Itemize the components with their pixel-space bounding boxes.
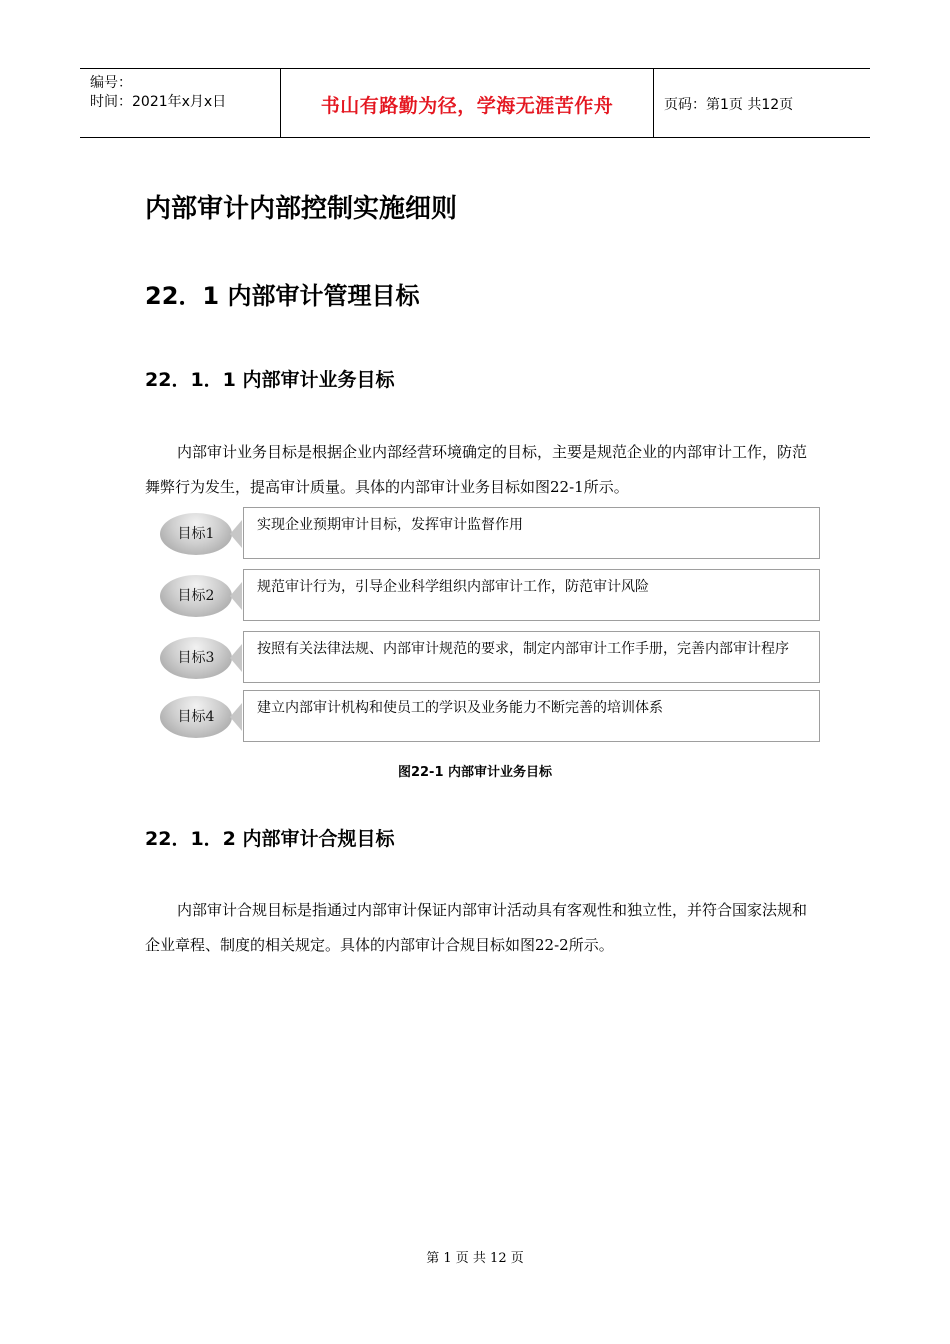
page-footer: 第 1 页 共 12 页 bbox=[426, 1251, 524, 1266]
goal-text: 规范审计行为，引导企业科学组织内部审计工作，防范审计风险 bbox=[257, 579, 649, 595]
number-label: 编号： bbox=[90, 75, 132, 91]
document-title: 内部审计内部控制实施细则 bbox=[145, 194, 458, 224]
callout-pointer bbox=[230, 703, 242, 731]
goal-box bbox=[243, 507, 820, 559]
figure-caption: 图22-1 内部审计业务目标 bbox=[397, 765, 553, 780]
goal-text: 按照有关法律法规、内部审计规范的要求，制定内部审计工作手册，完善内部审计程序 bbox=[257, 641, 789, 657]
goal-box bbox=[243, 631, 820, 683]
goal-box bbox=[243, 690, 820, 742]
paragraph-2-text: 内部审计合规目标是指通过内部审计保证内部审计活动具有客观性和独立性，并符合国家法规和企业章程、制度的相关规定。具体的内部审计合规目标如图22-2所示。 bbox=[145, 901, 808, 954]
header-page-cell bbox=[654, 69, 870, 137]
time-label: 时间：2021年x月x日 bbox=[90, 94, 227, 110]
goal-row bbox=[0, 569, 950, 621]
header-info-cell bbox=[80, 69, 281, 137]
page-info: 页码：第1页 共12页 bbox=[664, 97, 794, 113]
goal-badge: 目标1 bbox=[160, 513, 232, 555]
paragraph-1-text: 内部审计业务目标是根据企业内部经营环境确定的目标，主要是规范企业的内部审计工作，防范舞弊行为发生，提高审计质量。具体的内部审计业务目标如图22-1所示。 bbox=[145, 443, 808, 496]
header-motto-cell bbox=[281, 69, 654, 137]
motto: 书山有路勤为径，学海无涯苦作舟 bbox=[320, 95, 614, 117]
goal-text: 实现企业预期审计目标，发挥审计监督作用 bbox=[257, 517, 523, 533]
section-heading: 22．1 内部审计管理目标 bbox=[145, 282, 420, 310]
goal-badge: 目标4 bbox=[160, 696, 232, 738]
callout-pointer bbox=[230, 582, 242, 610]
subsection-heading-2: 22．1．2 内部审计合规目标 bbox=[145, 828, 395, 850]
callout-pointer bbox=[230, 520, 242, 548]
subsection-heading-1: 22．1．1 内部审计业务目标 bbox=[145, 369, 395, 391]
callout-pointer bbox=[230, 644, 242, 672]
goal-row bbox=[0, 631, 950, 683]
goal-row bbox=[0, 507, 950, 559]
goal-badge: 目标2 bbox=[160, 575, 232, 617]
paragraph-1 bbox=[145, 435, 810, 505]
paragraph-2 bbox=[145, 893, 810, 963]
goal-badge: 目标3 bbox=[160, 637, 232, 679]
header-table bbox=[80, 68, 870, 138]
goal-text: 建立内部审计机构和使员工的学识及业务能力不断完善的培训体系 bbox=[257, 700, 663, 716]
goal-row bbox=[0, 690, 950, 742]
goal-box bbox=[243, 569, 820, 621]
